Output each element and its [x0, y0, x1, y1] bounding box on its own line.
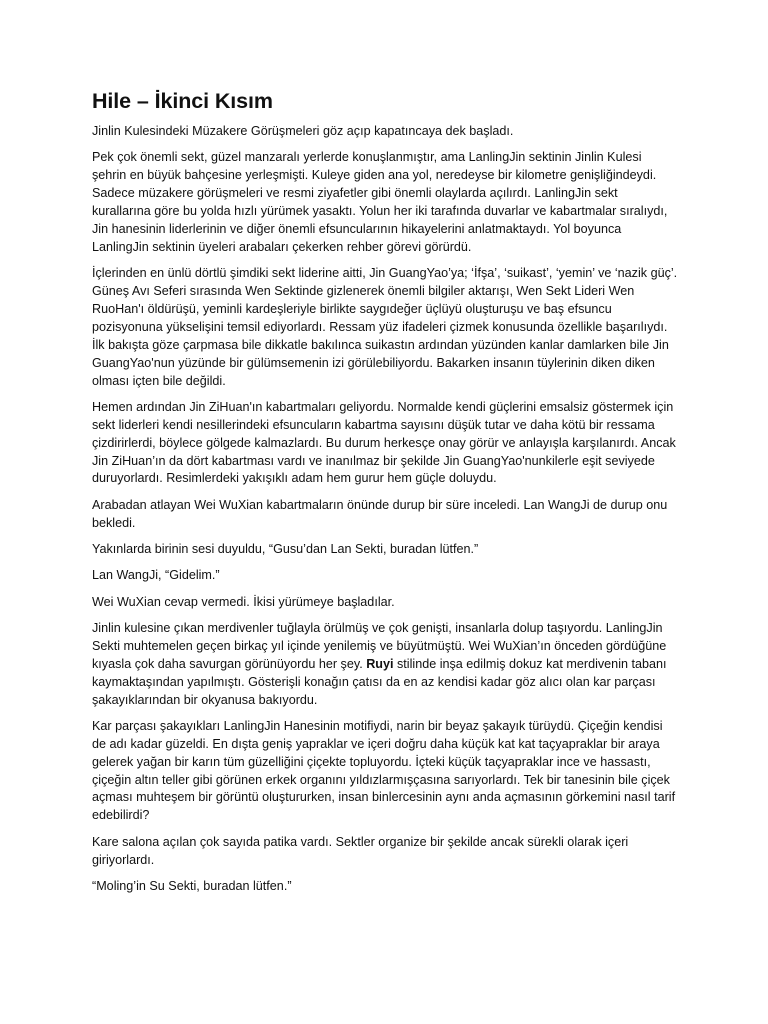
document-body	[92, 123, 678, 896]
paragraph	[92, 149, 678, 256]
paragraph	[92, 567, 678, 585]
paragraph-text: Kar parçası şakayıkları LanlingJin Hanesinin motifiydi, narin bir beyaz şakayık türüydü. Çiçeğin kendisi de adı kadar güzeldi. En dışta geniş yapraklar ve içeri doğru daha küçük kat kat taçyapraklar bir araya gelerek yağan bir karın tüm güzelliğini çiçekte topluyordu. İçteki küçük taçyapraklar ince ve hassastı, çiçeğin altın teller gibi görünen erkek organını yıldızlarmışçasına sarıyorlardı. Tek bir tanesinin bile çiçek açması muhteşem bir görüntü oluştururken, insan binlercesinin aynı anda açmasının görkemini nasıl tarif edebilirdi?	[92, 718, 676, 823]
paragraph-text: Lan WangJi, “Gidelim.”	[92, 568, 220, 583]
paragraph	[92, 620, 678, 710]
document-title: Hile – İkinci Kısım	[92, 89, 273, 113]
paragraph-text: İçlerinden en ünlü dörtlü şimdiki sekt liderine aitti, Jin GuangYao’ya; ‘İfşa’, ‘suikast’, ‘yemin’ ve ‘nazik güç’. Güneş Avı Seferi sırasında Wen Sektinde gizlenerek önemli bilgiler aktarışı, Wen Sekt Lideri Wen RuoHan'ı öldürüşü, yeminli kardeşleriyle birlikte saygıdeğer üçlüyü oluşturuşu ve baş efsuncu pozisyonuna yükselişini temsil ediyorlardı. Ressam yüz ifadeleri çizmek konusunda özellikle başarılıydı. İlk bakışta göze çarpmasa bile dikkatle bakılınca suikastın ardından yüzünden kanlar damlarken bile Jin GuangYao'nun yüzünde bir gülümsemenin izi görülebiliyordu. Bakarken insanın tüylerinin diken diken olması içten bile değildi.	[92, 266, 678, 388]
paragraph	[92, 541, 678, 559]
paragraph-text: Kare salona açılan çok sayıda patika vardı. Sektler organize bir şekilde ancak sürekli olarak içeri giriyorlardı.	[92, 834, 629, 867]
paragraph	[92, 878, 678, 896]
document-page	[92, 88, 678, 904]
paragraph-text: Jinlin kulesine çıkan merdivenler tuğlayla örülmüş ve çok genişti, insanlarla dolup taşıyordu. LanlingJin Sekti muhtemelen geçen birkaç yıl içinde yenilemiş ve büyütmüştü. Wei WuXian’ın önceden gördüğüne kıyasla çok daha savurgan görünüyordu her şey.	[92, 620, 667, 671]
paragraph-text: Hemen ardından Jin ZiHuan'ın kabartmaları geliyordu. Normalde kendi güçlerini emsalsiz göstermek için sekt liderleri kendi nesillerindeki efsuncuların kabartma sayısını düşük tutar ve daha kötü bir ressama çizdirirlerdi, böylece gölgede kalmazlardı. Bu durum herkesçe onay görür ve anlayışla karşılanırdı. Ancak Jin ZiHuan’ın da dört kabartması vardı ve inanılmaz bir şekilde Jin GuangYao'nunkilerle eşit seviyede duruyorlardı. Resimlerdeki yakışıklı adam hem gurur hem güçle doluydu.	[92, 399, 676, 486]
paragraph	[92, 399, 678, 489]
paragraph	[92, 718, 678, 825]
paragraph-text: stilinde inşa edilmiş dokuz kat merdivenin tabanı kaymaktaşından yapılmıştı. Gösterişli konağın çatısı da en az kendisi kadar göz alıcı olan kar parçası şakayıklarından bir okyanusa bakıyordu.	[92, 656, 667, 707]
paragraph-text: Jinlin Kulesindeki Müzakere Görüşmeleri göz açıp kapatıncaya dek başladı.	[92, 124, 514, 138]
paragraph	[92, 594, 678, 612]
paragraph-text: Wei WuXian cevap vermedi. İkisi yürümeye başladılar.	[92, 594, 395, 609]
paragraph-text: Pek çok önemli sekt, güzel manzaralı yerlerde konuşlanmıştır, ama LanlingJin sektinin Jinlin Kulesi şehrin en büyük bahçesine yerleşmişti. Kuleye giden ana yol, neredeyse bir kilometre genişliğindeydi. Sadece müzakere görüşmeleri ve resmi ziyafetler gibi önemli olaylarda açılırdı. LanlingJin sekt kurallarına göre bu yolda hızlı yürümek yasaktı. Yolun her iki tarafında duvarlar ve kabartmalar sıralıydı, Jin hanesinin liderlerinin ve diğer önemli efsuncularının hikayelerini anlatmaktaydı. Yol boyunca LanlingJin sektinin üyeleri arabaları çekerken rehber görevi görürdü.	[92, 150, 668, 254]
paragraph-text: Yakınlarda birinin sesi duyuldu, “Gusu’dan Lan Sekti, buradan lütfen.”	[92, 541, 479, 556]
paragraph	[92, 123, 678, 141]
paragraph	[92, 265, 678, 390]
paragraph	[92, 834, 678, 870]
paragraph-text: Arabadan atlayan Wei WuXian kabartmaların önünde durup bir süre inceledi. Lan WangJi de durup onu bekledi.	[92, 497, 668, 530]
bold-text: Ruyi	[366, 656, 394, 671]
paragraph-text: “Moling’in Su Sekti, buradan lütfen.”	[92, 878, 292, 893]
paragraph	[92, 497, 678, 533]
